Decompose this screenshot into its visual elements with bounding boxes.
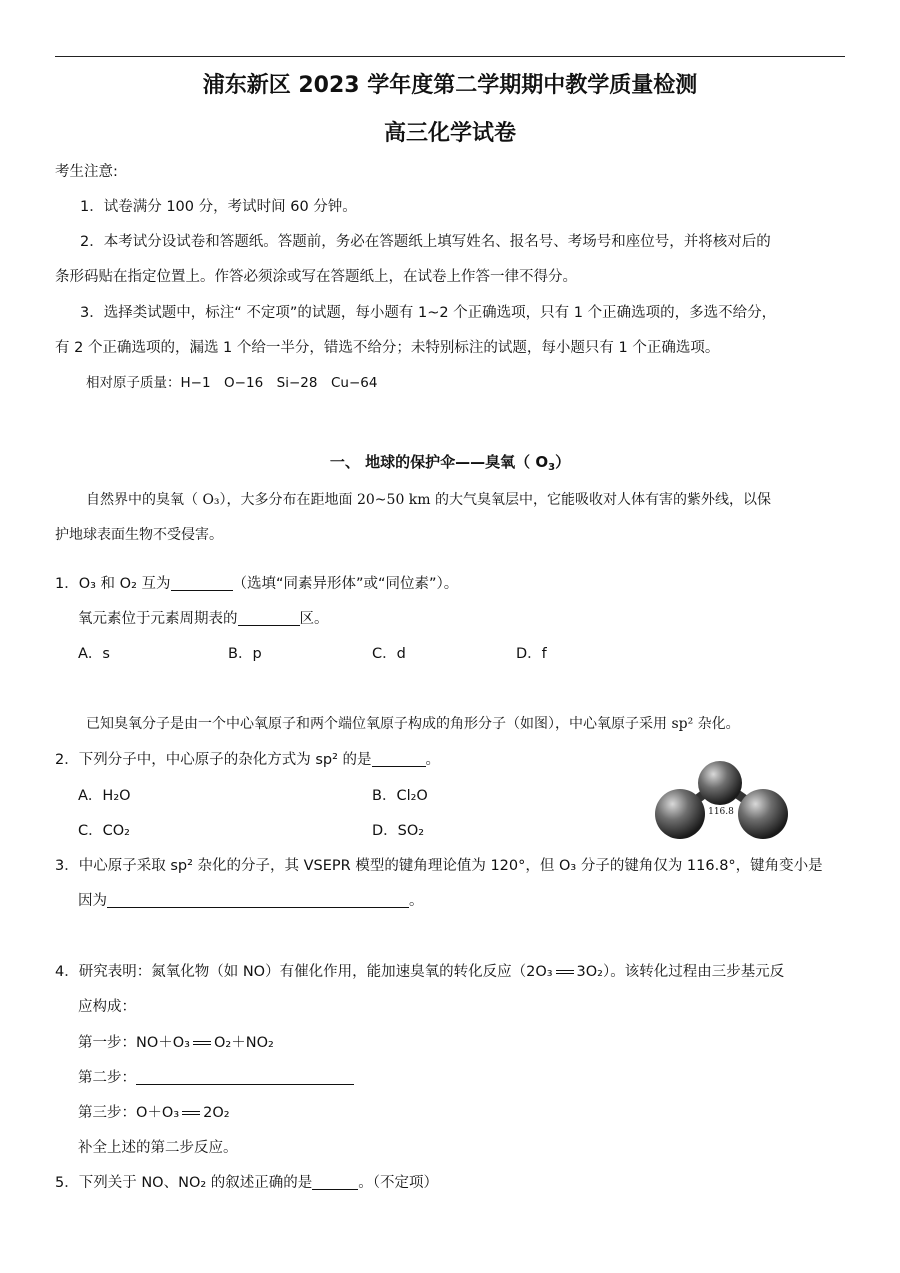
question-3b: 因为 。: [78, 893, 424, 909]
q2-option-b[interactable]: B．Cl₂O: [372, 788, 428, 804]
bond-angle-label: 116.8: [708, 807, 734, 817]
q1-option-d[interactable]: D．f: [516, 646, 547, 662]
answer-blank-1[interactable]: [171, 576, 233, 591]
oxygen-atom-right: [738, 789, 788, 839]
q4-step-1: 第一步：NO＋O₃ O₂＋NO₂: [78, 1035, 274, 1051]
answer-blank-1b[interactable]: [238, 611, 300, 626]
question-4a: 4．研究表明：氮氧化物（如 NO）有催化作用，能加速臭氧的转化反应（2O₃ 3O₂）。该转化过程由三步基元反: [55, 964, 785, 980]
q1-option-c[interactable]: C．d: [372, 646, 406, 662]
q1-option-a[interactable]: A．s: [78, 646, 110, 662]
ozone-molecule-figure: [648, 760, 793, 840]
q2-option-d[interactable]: D．SO₂: [372, 823, 425, 839]
equals-sign: [556, 970, 574, 974]
question-2: 2．下列分子中，中心原子的杂化方式为 sp² 的是 。: [55, 752, 441, 768]
oxygen-atom-left: [655, 789, 705, 839]
q4-step-2: 第二步：: [78, 1068, 354, 1088]
section-intro-a: 自然界中的臭氧（ O₃），大多分布在距地面 20~50 km 的大气臭氧层中，它能吸收对人体有害的紫外线，以保: [86, 492, 772, 508]
notice-item-2a: 2．本考试分设试卷和答题纸。答题前，务必在答题纸上填写姓名、报名号、考场号和座位号，并将核对后的: [80, 234, 771, 250]
exam-title: 浦东新区 2023 学年度第二学期期中教学质量检测: [202, 73, 698, 98]
top-rule: [55, 56, 845, 57]
question-3a: 3．中心原子采取 sp² 杂化的分子，其 VSEPR 模型的键角理论值为 120°，但 O₃ 分子的键角仅为 116.8°，键角变小是: [55, 858, 823, 874]
q2-intro: 已知臭氧分子是由一个中心氧原子和两个端位氧原子构成的角形分子（如图），中心氧原子采用 sp² 杂化。: [86, 716, 740, 732]
equals-sign: [182, 1111, 200, 1115]
question-5: 5．下列关于 NO、NO₂ 的叙述正确的是 。（不定项）: [55, 1175, 439, 1191]
notice-item-3a: 3．选择类试题中，标注“ 不定项”的试题，每小题有 1~2 个正确选项，只有 1 个正确选项的，多选不给分，: [80, 305, 777, 321]
q4-tail: 补全上述的第二步反应。: [78, 1140, 238, 1156]
q4-step-3: 第三步：O＋O₃ 2O₂: [78, 1105, 230, 1121]
oxygen-atom-center: [698, 761, 742, 805]
question-4b: 应构成：: [78, 999, 136, 1015]
notice-item-2b: 条形码贴在指定位置上。作答必须涂或写在答题纸上，在试卷上作答一律不得分。: [55, 269, 577, 285]
question-1-sub: 氧元素位于元素周期表的 区。: [78, 611, 329, 627]
answer-blank-5[interactable]: [312, 1175, 358, 1190]
question-1: 1．O₃ 和 O₂ 互为 （选填“同素异形体”或“同位素”）。: [55, 576, 459, 592]
q2-option-a[interactable]: A．H₂O: [78, 788, 131, 804]
q1-option-b[interactable]: B．p: [228, 646, 262, 662]
exam-subtitle: 高三化学试卷: [383, 121, 516, 146]
section-heading: 一、 地球的保护伞——臭氧（ $O_3$）: [329, 453, 571, 473]
answer-blank-4[interactable]: [136, 1070, 354, 1085]
atomic-masses: 相对原子质量：H−1 O−16 Si−28 Cu−64: [86, 375, 378, 391]
notice-heading: 考生注意:: [55, 164, 118, 180]
notice-item-1: 1．试卷满分 100 分，考试时间 60 分钟。: [80, 199, 357, 215]
answer-blank-2[interactable]: [372, 752, 426, 767]
section-intro-b: 护地球表面生物不受侵害。: [55, 527, 223, 543]
notice-item-3b: 有 2 个正确选项的，漏选 1 个给一半分，错选不给分；未特别标注的试题，每小题只有 1 个正确选项。: [55, 340, 720, 356]
answer-blank-3[interactable]: [107, 893, 409, 908]
q2-option-c[interactable]: C．CO₂: [78, 823, 130, 839]
equals-sign: [193, 1041, 211, 1045]
